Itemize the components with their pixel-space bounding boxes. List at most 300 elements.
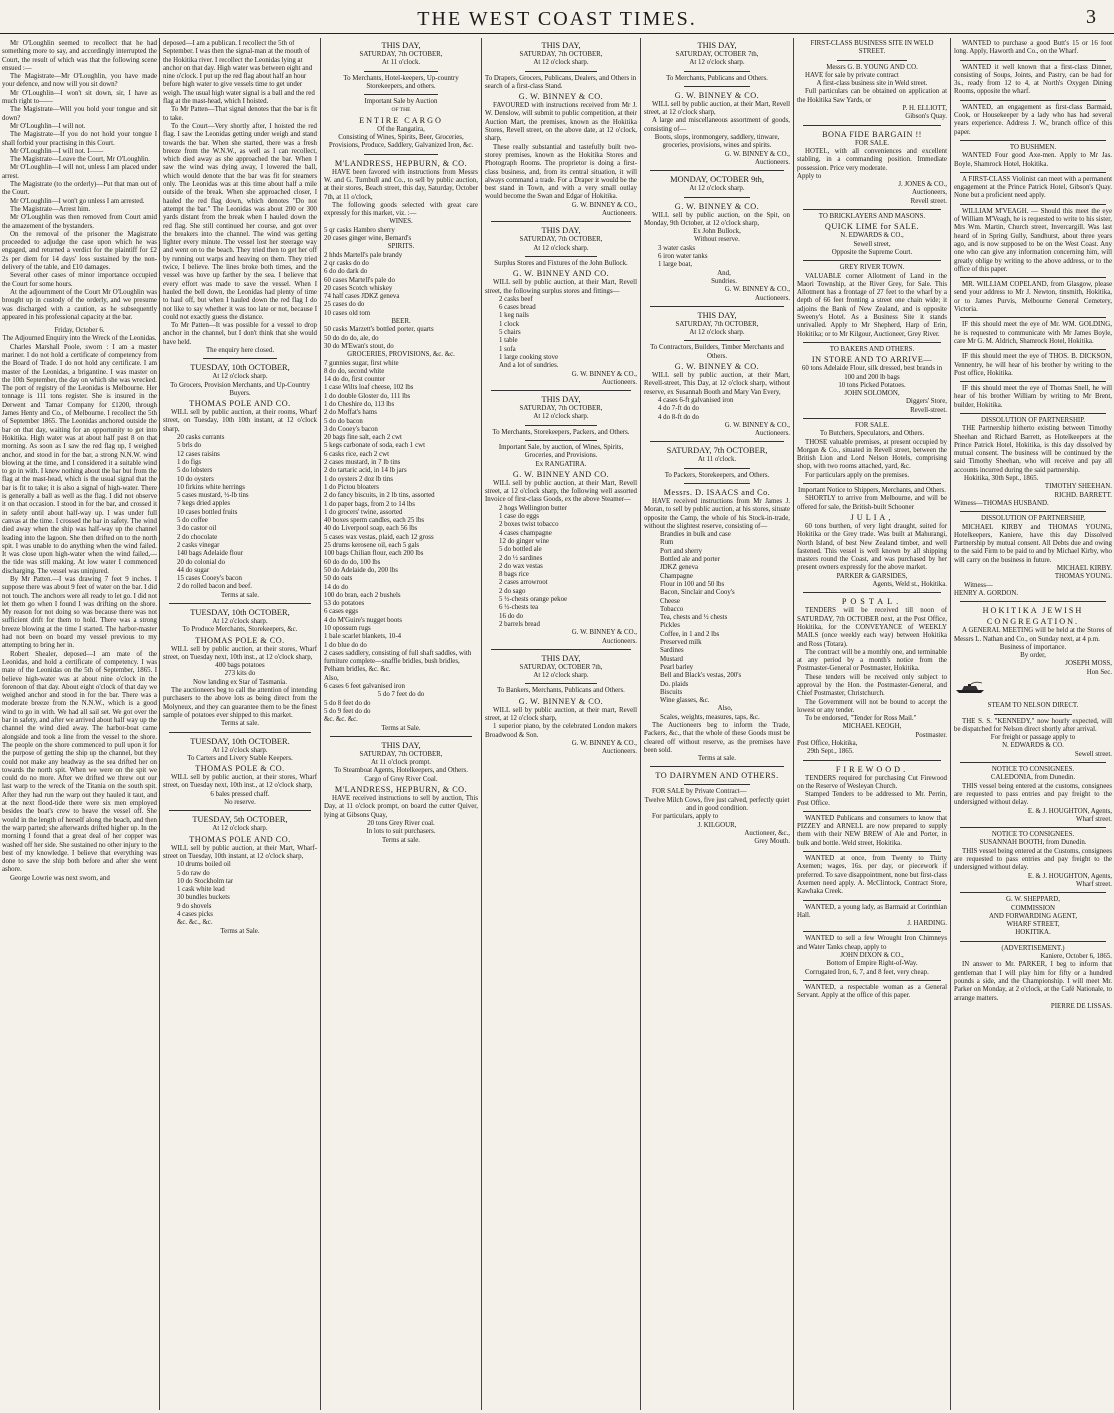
advert-body: The following goods selected with great care expressly for this market, viz. :— [324, 201, 478, 218]
advert-item: 1 keg nails [499, 312, 529, 320]
advert-body: THIS vessel being entered at the customs, consignees are requested to pass entries and pay freight to the undersigned without delay. [954, 782, 1112, 807]
advert-date: TUESDAY, 5th OCTOBER, [192, 815, 288, 825]
advert-signature: JOSEPH MOSS, [1065, 660, 1112, 668]
advert-item-list [644, 245, 790, 286]
advert-signature-role: Witness— [964, 581, 993, 589]
advert-item: 6 ½-chests tea [499, 604, 539, 612]
advert-terms: Terms at sale. [221, 591, 259, 599]
advert-body: IF this should meet the eye of Thomas Snell, he will hear of his brother William by writing to Mr Brent, builder, Hokitika. [954, 385, 1112, 409]
advert-body: THE Partnership hitherto existing between Timothy Sheehan and Richard Barrett, as Hotelkeepers at the Prince Patrick Hotel, Hokitika, is this day dissolved by mutual consent. The business will be continued by the said Timothy Sheehan, who will receive and pay all accounts incurred during the said partnership. [954, 425, 1112, 474]
advert-body: Business of importance. [999, 643, 1067, 651]
advert-firm: G. W. BINNEY AND CO. [512, 469, 610, 479]
advert-body: The contract will be a monthly one, and terminable at any period by a month's notice from the Postmaster-General or Postmaster, Hokitika. [797, 648, 947, 673]
advert-signature: N. EDWARDS & CO. [1002, 742, 1064, 750]
advert-date-line: SATURDAY, OCTOBER 7th, [675, 51, 759, 58]
article-paragraph: deposed—I am a publican. I recollect the 5th of September. I was then the signal-man at the mouth of the Hokitika river. I recollect the Leonidas lying at anchor on that day. High water was between eight and nine o'clock. I put up the red flag about half an hour before high water to give vessels time to get under weigh. The usual high water signal is a ball and the red flag at the mast-head, which I hoisted. [163, 40, 315, 106]
advert-signature: G. W. BINNEY & CO., [724, 421, 790, 429]
advert-signature-role: Diggers' Store, [905, 398, 947, 406]
advert-body: WANTED it well known that a first-class Dinner, consisting of Soups, Joints, and Pastry, can be had for 3s., ready from 12 to 4, at North's Oxygen Dining Rooms, opposite the wharf. [954, 63, 1112, 96]
advert-item: 10 firkins white herrings [177, 483, 245, 491]
advert-time: At 12 o'clock sharp. [212, 618, 268, 625]
advert-firm: THOMAS POLE AND CO. [189, 834, 291, 844]
advert-signature-role: HENRY A. GORDON. [954, 589, 1019, 597]
advert-body: A large and miscellaneous assortment of goods, consisting of— [644, 117, 790, 133]
advert-item: 10 cases bottled fruits [177, 508, 238, 516]
advert-heading: Important Notice to Shippers, Merchants, and Others. [798, 487, 946, 495]
advert-item: 53 do potatoes [324, 600, 365, 608]
advert-signature: THOMAS YOUNG. [1054, 573, 1112, 581]
advert-item: 30 do M'Ewan's stout, do [324, 342, 394, 350]
advert-item: 273 kits do [224, 670, 256, 678]
advert-item: 6 casks rice, each 2 cwt [324, 450, 390, 458]
advert-signature-role: Postmaster. [915, 731, 947, 739]
column-3 [324, 40, 478, 1410]
auction-advert [485, 653, 637, 757]
advert-body: A GENERAL MEETING will be held at the Stores of Messrs L. Nathan and Co., on Sunday next, at 4 p.m. [954, 627, 1112, 643]
page-number: 3 [1086, 6, 1096, 28]
advert-item: Coffee, in 1 and 2 lbs [660, 630, 720, 638]
advert-item: 6 cases 6 feet galvanised iron [324, 683, 405, 691]
article-paragraph: To Mr Patten—It was possible for a vessel to drop anchor in the channel, but I don't think that she would have held. [163, 322, 317, 346]
advert-body: WILL sell by public auction, at their Mart, Wharf-street on Tuesday, 10th instant, at 12 o'clock sharp, [163, 844, 317, 860]
advert-item: 74 half cases JDKZ geneva [324, 293, 400, 301]
advert-body: WANTED, an engagement as first-class Barmaid, Cook, or Housekeeper by a lady who has had several years experience. Address J. W., branch office of this paper. [954, 103, 1112, 136]
advert-body: TENDERS will be received till noon of SATURDAY, 7th OCTOBER next, at the Post Office, Hokitika, for the CONVEYANCE of WEEKLY MAILS (once weekly each way) between Hokitika and Ross (Totara). [797, 607, 947, 648]
article-paragraph: To the Court—Very shortly after, I hoisted the red flag. I saw the Leonidas getting under weigh and stand towards the bar. When she started, there was a fresh breeze from the W.N.W., as well as I can recollect, which died away as she approached the bar. When I saw the wind was dying away, I lowered the ball, which would denote that the bar was fit for steamers only. The Leonidas was at this time about half a mile outside of the break. When she approached closer, I hauled the red flag down, which denotes "Do not attempt the bar." The Leonidas was about 200 or 300 yards distant from the break when I hauled down the red flag. She still continued her course, and got over the breakers into the channel. The wind was getting lighter every minute. The vessel lost her steerage way and went on to the beach. They tried then to get her off by running out warps and heaving on them. They tried twice, I believe. The lines broke both times, and the vessel was hove up farther by the sea. I believe that every effort was made to save the vessel. When I hauled the bell down, the Leonidas had plenty of time to haul off, but when I hauled down the red flag I do not like to say whether it was too late or not, because I could not exactly guess the distance. [163, 122, 317, 321]
advert-item: 5 brls do [177, 442, 202, 450]
advert-body: For freight or passage apply to [990, 734, 1076, 742]
category-heading: BEER. [391, 318, 411, 326]
advert-body: These tenders will be received only subject to approval by the Hon. the Postmaster-General, and Chief Postmaster, Christchurch. [797, 673, 947, 698]
advert-subheading: COMMISSION [1010, 904, 1056, 912]
auction-advert [163, 814, 317, 936]
advert-item: Pearl barley [660, 663, 694, 671]
advert-signature-role: Revell-street. [910, 406, 947, 414]
advert-firm: G. W. BINNEY & CO. [518, 696, 604, 706]
advert-item: 2 boxes twist tobacco [499, 521, 559, 529]
advert-item: 1 table [499, 337, 518, 345]
auction-advert [644, 40, 790, 167]
advert-item: 1 do paper bags, from 2 to 14 lbs [324, 500, 415, 508]
advert-heading: STEAM TO NELSON DIRECT. [987, 702, 1079, 710]
advert-item: 5 do bottled ale [499, 546, 542, 554]
advert-item-list [485, 296, 637, 371]
advert-item: 1 case Wilts loaf cheese, 102 lbs [324, 384, 414, 392]
advert-signature-role: Witness—THOMAS HUSBAND. [954, 499, 1049, 507]
column-rule [950, 38, 951, 1410]
advert-body: MICHAEL KIRBY and THOMAS YOUNG, Hotelkeepers, Kaniere, have this day Dissolved Partnership by mutual consent. All Debts due and owing to the said Firm to be paid to and by Michael Kirby, who will carry on the business in future. [954, 523, 1112, 564]
advert-body: The Auctioneers beg to inform the Trade, Packers, &c., that the whole of these Goods must be cleared off without reserve, as the premises have been sold. [644, 722, 790, 754]
advert-signature-role: Grey Mouth. [754, 838, 790, 846]
advert-item: 2 cases mustard, in 7 lb tins [324, 459, 401, 467]
advert-item-list [324, 360, 478, 725]
article-paragraph: Mr O'Loughlin—I won't go unless I am arrested. [10, 197, 145, 205]
advert-item: 1 do double Gloster do, 111 lbs [324, 392, 411, 400]
advert-body: 10 tons Picked Potatoes. [838, 381, 906, 389]
advert-item: 1 do figs [177, 458, 202, 466]
advert-item: 6 do do dark do [324, 268, 368, 276]
advert-signature: G. W. BINNEY & CO., [571, 370, 637, 378]
advert-body: WANTED to purchase a good Butt's 15 or 16 foot long. Apply, Haworth and Co., on the Wharf. [954, 40, 1112, 56]
advert-item: Brandies in bulk and case [660, 531, 731, 539]
advert-item: 9 do shovels [177, 902, 212, 910]
advert-item: 2 do tartaric acid, in 14 lb jars [324, 467, 407, 475]
advert-item: 1 case do eggs [499, 513, 539, 521]
advert-item: 1 large cooking stove [499, 353, 559, 361]
advert-body: Stamped Tenders to be addressed to Mr. Perrin, Post Office. [797, 791, 947, 807]
advert-firm: Messrs. D. ISAACS and Co. [663, 487, 771, 497]
advert-audience: To Packers, Storekeepers, and Others. [664, 471, 770, 479]
article-paragraph: The enquiry here closed. [205, 346, 275, 354]
advert-time: At 12 o'clock sharp. [212, 373, 268, 381]
article-paragraph: Mr O'Loughlin was then removed from Court amid the amazement of the bystanders. [2, 214, 157, 230]
advert-item: 100 bags Chilian flour, each 200 lbs [324, 550, 424, 558]
advert-date-line: SATURDAY, 7th OCTOBER, [519, 51, 603, 58]
advert-item: 5 do do bacon [324, 417, 363, 425]
advert-subheading: WHARF STREET, [1006, 921, 1060, 929]
advert-audience: To Grocers, Provision Merchants, and Up-Country Buyers. [170, 381, 310, 397]
advert-date-line: SATURDAY, 7th OCTOBER, [675, 320, 759, 328]
advert-heading: TO DAIRYMEN AND OTHERS. [655, 771, 779, 781]
advert-signature: J. KILGOUR, [697, 821, 737, 829]
advert-item: 2 do Moffat's hams [324, 409, 377, 417]
advert-signature-role: 29th Sept., 1865. [807, 748, 854, 756]
advert-item: Tobacco [660, 605, 684, 613]
advert-item: &c. &c., &c. [177, 919, 213, 927]
advert-date: TUESDAY, 10th OCTOBER, [190, 363, 290, 373]
advert-item: 8 bags rice [499, 571, 529, 579]
advert-item: 1 do Cheshire do, 113 lbs [324, 400, 395, 408]
advert-item: 5 qr casks Hambro sherry [324, 226, 395, 234]
advert-item: 50 do do do, ale, do [324, 334, 379, 342]
advert-signature: E. & J. HOUGHTON, Agents, [1027, 872, 1112, 880]
advert-item: 7 kegs dried apples [177, 500, 231, 508]
advert-signature: G. W. BINNEY & CO., [724, 286, 790, 294]
article-paragraph: Mr O'Loughlin—I will not. [10, 122, 86, 130]
advert-heading: TO BAKERS AND OTHERS. [829, 345, 915, 353]
advert-signature: PARKER & GARSIDES, [836, 572, 908, 580]
advert-date: THIS DAY, [541, 653, 581, 663]
article-paragraph: Several other cases of minor importance occupied the Court for some hours. [2, 272, 157, 288]
advert-body: 1 superior piano, by the celebrated London makers Broadwood & Son. [485, 723, 637, 739]
advert-date: THIS DAY, [541, 226, 581, 236]
category-heading: WINES. [389, 218, 413, 226]
advert-item-list [644, 531, 790, 722]
auction-advert [163, 607, 317, 729]
newspaper-title: THE WEST COAST TIMES. [417, 8, 697, 30]
advert-item: 5 do 9 feet do do [324, 707, 371, 715]
advert-item: 4 cases champagne [499, 529, 552, 537]
auction-advert [644, 310, 790, 439]
advert-signature: JOHN SOLOMON, [844, 390, 900, 398]
advert-signature: TIMOTHY SHEEHAN. [1044, 483, 1112, 491]
article-paragraph: Mr O'Loughlin seemed to recollect that he had something more to say, and accordingly interrupted the Court, the result of which was that the following scene ensued :— [2, 40, 157, 72]
advert-item: 2 casks beef [499, 295, 533, 303]
advert-signature: MICHAEL KEOGH, [842, 723, 902, 731]
advert-subheading: FOR SALE. [854, 139, 890, 147]
advert-signature-role: Auctioneers. [601, 748, 637, 756]
advert-item: 2 cases arrowroot [499, 579, 548, 587]
advert-signature-role: Opposite the Supreme Court. [831, 248, 913, 256]
advert-signature-role: Post Office, Hokitika, [797, 740, 858, 748]
advert-time: At 12 o'clock sharp. [212, 825, 268, 833]
masthead [0, 0, 1114, 34]
advert-time: At 12 o'clock sharp. [533, 413, 589, 421]
advert-item: &c. &c. &c. [324, 716, 358, 724]
advert-heading: FOR SALE. [854, 421, 890, 429]
advert-item: 40 do Liverpool soap, each 56 lbs [324, 525, 418, 533]
column-1-court-report [2, 40, 157, 1410]
advert-heading: GREY RIVER TOWN. [839, 264, 905, 272]
advert-body: THE S. S. "KENNEDY," now hourly expected, will be dispatched for Nelson direct shortly after arrival. [954, 717, 1112, 733]
advert-item: Preserved milk [660, 639, 702, 647]
advert-item: Bottled ale and porter [660, 556, 720, 564]
advert-item: 2 barrels bread [499, 620, 540, 628]
advert-firm: G. W. BINNEY & CO. [674, 90, 760, 100]
advert-body: WILL sell by public auction, at their Mart, Revell street, at 12 o'clock sharp, [644, 100, 790, 117]
advert-item: And, [717, 269, 731, 277]
advert-item: JDKZ geneva [660, 564, 699, 572]
advert-body: FOR SALE by Private Contract— [652, 788, 747, 796]
advert-body: The auctioneers beg to call the attention of intending purchasers to the above lots as being direct from the Molyneux, and they can guarantee them to be the finest sample of potatoes ever shipped to this market. [163, 687, 317, 719]
advert-item: Bacon, Sinclair and Cooy's [660, 589, 735, 597]
advert-body: WILLIAM M'VEAGH. — Should this meet the eye of William M'Veagh, he is requested to write to his sister, Mrs Wm. Martin, Church street, Invercargill. Was last heard of in Spring Gully, Sandhurst, about three years ago, and is now supposed to be on the West Coast. Any one who can give any information concerning him, will greatly oblige by writing to the above address, or to the office of this paper. [954, 207, 1112, 273]
advert-terms: Terms at sale. [382, 836, 420, 844]
advert-item: 3 do castor oil [177, 525, 217, 533]
advert-firm: G. W. BINNEY & CO. [518, 92, 604, 102]
advert-subheading: Cargo of Grey River Coal. [364, 775, 438, 783]
advert-date-line: SATURDAY, 7th OCTOBER, [359, 750, 443, 758]
advert-signature: E. & J. HOUGHTON, Agents, [1027, 807, 1112, 815]
advert-item: Rum [660, 539, 674, 547]
advert-item: 2 hogs Wellington butter [499, 504, 568, 512]
advert-heading: HOKITIKA JEWISH CONGREGATION. [982, 606, 1084, 627]
advert-body: HOTEL, with all conveniences and excellent stabling, in a commanding position. Immediate possession. Price very moderate. [797, 147, 947, 172]
advert-item: 10 drums boiled oil [177, 861, 231, 869]
advert-item: 3 do Cooey's bacon [324, 425, 378, 433]
advert-audience: To Merchants, Hotel-keepers, Up-country Storekeepers, and others. [343, 74, 459, 90]
advert-item: Also, [324, 674, 339, 682]
advert-body: WILL sell by public auction, at their Mart, Revell street, the following surplus stores and fittings— [485, 279, 637, 295]
advert-item: Also, [717, 705, 733, 713]
advert-item: 4 do M'Guire's nugget boots [324, 616, 402, 624]
advert-heading: TO BRICKLAYERS AND MASONS. [818, 213, 926, 221]
advert-item: 5 do lobsters [177, 467, 213, 475]
advert-body: WANTED, a young lady, as Barmaid at Corinthian Hall. [797, 903, 947, 919]
advert-item: 44 do sugar [177, 566, 210, 574]
advert-signature: N. EDWARDS & CO., [840, 232, 904, 240]
advert-item: 60 do do do, 100 lbs [324, 558, 381, 566]
advert-item-list [324, 252, 478, 318]
advert-subheading: Important Sale, by auction, of Wines, Spirits, Groceries, and Provisions. [498, 443, 624, 460]
advert-heading: TO BUSHMEN. [1009, 143, 1057, 151]
advert-subheading: To Butchers, Speculators, and Others. [819, 430, 925, 438]
advert-audience: To Merchants, Publicans and Others. [666, 74, 768, 82]
advert-item: 1 do grocers' twine, assorted [324, 508, 403, 516]
advert-signature: PIERRE DE LISSAS. [1050, 1002, 1112, 1010]
advert-item: 140 bags Adelaide flour [177, 550, 244, 558]
advert-audience: To Drapers, Grocers, Publicans, Dealers, and Others in search of a first-class Stand. [485, 74, 637, 90]
advert-subheading: IN STORE AND TO ARRIVE— [811, 355, 933, 365]
advert-time: At 12 o'clock sharp. [689, 329, 745, 337]
advert-item: 10 do Stockholm tar [177, 877, 234, 885]
advert-item: Tea, chests and ½ chests [660, 614, 728, 622]
advert-subheading: Without reserve. [694, 236, 740, 244]
advert-firm: M'LANDRESS, HEPBURN, & CO. [334, 158, 468, 168]
advert-item: 1 clock [499, 320, 520, 328]
advert-signature-role: Revell street. [910, 197, 947, 205]
advert-signature-role: Agents, Weld st., Hokitika. [872, 581, 947, 589]
auction-advert [644, 174, 790, 303]
advert-item: Sardines [660, 647, 684, 655]
advert-body: For particulars, apply to [652, 813, 719, 821]
advert-item: Cheese [660, 597, 680, 605]
advert-item: 2 do rolled bacon and beef. [177, 583, 253, 591]
advert-item: 20 cases Scotch whiskey [324, 284, 393, 292]
steamship-icon [954, 681, 988, 695]
advert-item: 5 chairs [499, 329, 521, 337]
advert-body: IF this should meet the eye of Mr. WM. GOLDING, he is requested to communicate with Mr James Boyle, care Mr G. M. Aldrich, Shamrock Hotel, Hokitika. [954, 321, 1112, 345]
advert-item: Flour in 100 and 50 lbs [660, 580, 725, 588]
advert-item: 6 bales pressed chaff. [210, 790, 270, 798]
advert-signature-role: Sewell street. [1074, 750, 1112, 758]
advert-item: 16 do do [499, 612, 524, 620]
advert-body: WILL sell by public auction, at their stores, Wharf street, on Tuesday next, 10th inst., at 12 o'clock sharp, [163, 774, 317, 790]
advert-item: 25 cases do do [324, 301, 365, 309]
advert-heading: POSTAL. [841, 597, 903, 607]
advert-body: HAVE for sale by private contract [805, 71, 899, 79]
advert-firm: M'LANDRESS, HEPBURN, & CO. [334, 785, 468, 795]
advert-date: SATURDAY, 7th OCTOBER, [666, 446, 768, 456]
advert-heading: BONA FIDE BARGAIN !! [822, 129, 922, 139]
advert-body: WILL sell by public auction, at their mart, Revell street, at 12 o'clock sharp, [485, 706, 637, 722]
advert-body: WILL sell by public auction, at their rooms, Wharf street, on Tuesday, 10th 10th instant, at 12 o'clock sharp, [163, 409, 317, 433]
advert-date: THIS DAY, [381, 740, 421, 750]
article-paragraph: Mr O'Loughlin—I will not, unless I am placed under arrest. [2, 164, 157, 180]
column-rule [640, 38, 641, 1410]
article-paragraph: The Magistrate—Leave the Court, Mr O'Loughlin. [10, 156, 150, 164]
advert-item: Scales, weights, measures, taps, &c. [660, 713, 760, 721]
advert-item: 40 boxes sperm candles, each 25 lbs [324, 517, 425, 525]
column-rule [320, 38, 321, 1410]
advert-item: 5 ½-chests orange pekoe [499, 596, 568, 604]
column-4 [485, 40, 637, 1410]
advert-body: WILL sell by public auction, at their stores, Wharf street, on Tuesday next, 10th inst., at 12 o'clock sharp, [163, 645, 317, 661]
advert-firm: THOMAS POLE & CO. [195, 635, 285, 645]
advert-item: 60 cases Martell's pale do [324, 276, 395, 284]
article-paragraph: George Lowrie was next sworn, and [10, 874, 110, 882]
advert-item: Bell and Black's vestas, 200's [660, 672, 742, 680]
advert-heading: G. W. SHEPPARD, [1006, 896, 1060, 904]
advert-date-line: SATURDAY, 7th OCTOBER, [519, 236, 603, 244]
advert-item: 1 sofa [499, 345, 516, 353]
advert-audience: To Bankers, Merchants, Publicans and Others. [497, 687, 625, 695]
advert-item: 2 qr casks do do [324, 259, 369, 267]
advert-firm: G. W. BINNEY AND CO. [512, 269, 610, 279]
advert-heading: FIRST-CLASS BUSINESS SITE IN WELD STREET. [810, 40, 934, 56]
advert-firm: G. W. BINNEY & CO. [674, 362, 760, 372]
advert-item: 2 do sago [499, 587, 526, 595]
advert-item: 5 do raw do [177, 869, 210, 877]
advert-body: Hokitika, 30th Sept., 1865. [964, 475, 1039, 483]
advert-body: MR. WILLIAM COPELAND, from Glasgow, please send your address to Mr J. Newton, tinsmith, Hokitika, or to James Purvis, Melbourne General Cemetery, Victoria. [954, 281, 1112, 314]
advert-subheading: Important Sale by Auction [364, 98, 438, 106]
advert-firm: Messrs G. B. YOUNG AND CO. [826, 63, 918, 71]
advert-item: 6 iron water tanks [658, 253, 708, 261]
advert-body: WANTED at once, from Twenty to Thirty Axemen; wages, 16s. per day, or piecework if preferred. To save disappointment, none but first-class Axemen need apply. A. McClintock, Contract Store, Kawhaka Creek. [797, 855, 947, 896]
advert-item-list [644, 397, 790, 422]
advert-time: At 11 o'clock. [381, 59, 421, 67]
auction-advert [485, 394, 637, 646]
advert-item: 4 do 8-ft do do [658, 413, 699, 421]
advert-item: 10 do oysters [177, 475, 214, 483]
advert-item: 50 do Adelaide do, 200 lbs [324, 566, 398, 574]
advert-signature-role: Wharf street. [1076, 880, 1112, 888]
advert-body: WANTED Publicans and consumers to know that PIZZEY and ARNELL are now prepared to supply them with their NEW BREW of Ale and Porter, in bulk and bottle. Weld street, Hokitika. [797, 814, 947, 847]
advert-item: 1 bale scarlet blankets, 10-4 [324, 633, 402, 641]
article-paragraph: Mr O'Loughlin—I won't sit down, sir, I have as much right to—— [2, 89, 157, 106]
advert-body: TENDERS required for purchasing Cut Firewood on the Reserve of Wesleyan Church. [797, 774, 947, 790]
advert-item-list [485, 505, 637, 629]
advert-item: 1 do oysters 2 doz lb tins [324, 475, 393, 483]
advert-time: At 12 o'clock sharp. [689, 59, 745, 67]
advert-note: In lots to suit purchasers. [366, 828, 436, 836]
advert-item: 2 do chocolate [177, 533, 218, 541]
advert-date-line: SATURDAY, 7th OCTOBER, [519, 405, 603, 413]
advert-subheading: AND FORWARDING AGENT, [988, 912, 1078, 920]
column-5 [644, 40, 790, 1410]
advert-item: 14 do do, first counter [324, 376, 386, 384]
advert-item: Pickles [660, 622, 680, 630]
advert-item: 5 cases mustard, ½-lb tins [177, 492, 249, 500]
advert-body: WILL sell by public auction, at their Mart, Revell-street, This Day, at 12 o'clock sharp, without reserve, ex Susannah Booth and Mary Van Every, [644, 372, 790, 396]
advert-heading: ENTIRE CARGO [359, 115, 443, 125]
column-6 [797, 40, 947, 1410]
advert-signature-role: Wharf street. [1076, 815, 1112, 823]
advert-item: 400 bags potatoes [215, 662, 265, 670]
advert-body: The Government will not be bound to accept the lowest or any tender. [797, 698, 947, 714]
advert-item: 10 opossum rugs [324, 625, 371, 632]
advert-date: TUESDAY, 10th OCTOBER. [190, 736, 290, 746]
advert-body: Twelve Milch Cows, five just calved, perfectly quiet and in good condition. [644, 796, 790, 813]
advert-subheading: Consisting of Wines, Spirits, Beer, Groceries, Provisions, Produce, Saddlery, Galvanized Iron, &c. [328, 134, 474, 150]
advert-heading: NOTICE TO CONSIGNEES. [991, 766, 1075, 774]
advert-audience: To Contractors, Builders, Timber Merchants and Others. [650, 344, 784, 360]
advert-body: 60 tons Adelaide Flour, silk dressed, best brands in 100 and 200 lb bags [801, 365, 943, 381]
advert-body: HAVE received instructions to sell by auction, This Day, at 11 o'clock prompt, on board the cutter Quiver, lying at Gibsons Quay, [324, 795, 478, 819]
auction-advert [163, 362, 317, 600]
advert-item: 2 do wax vestas [499, 562, 543, 570]
advert-item: Champagne [660, 572, 693, 580]
article-paragraph: The Magistrate—If you do not hold your tongue I shall forbid your practising in this Court. [2, 131, 157, 147]
advert-body: Boots, slops, ironmongery, saddlery, tinware, groceries, provisions, wines and spirits. [654, 134, 780, 150]
article-paragraph: Mr O'Loughlin—I will not. I—— [10, 147, 104, 155]
advert-body: WANTED to sell a few Wrought Iron Chimneys and Water Tanks cheap, apply to [797, 935, 947, 951]
advert-body: By order, [1020, 652, 1046, 660]
advert-signature: J. HARDING. [907, 920, 947, 928]
advert-time: At 11 o'clock. [697, 456, 737, 464]
advert-note: Now landing ex Star of Tasmania. [193, 678, 287, 686]
advert-date: THIS DAY, [541, 41, 581, 50]
article-paragraph: By Mr Patten.—I was drawing 7 feet 9 inches. I suppose there was about 9 feet of water on the bar. I did not touch. The anchors were all ready to let go. I did not let them go when I found I was drifting on the shore. My reason for not doing so was because there was not sufficient drift for them to hold. There was a strong breeze blowing at the time I started. The harbor-master had not been on board my vessel previous to my attempting to bring her in. [2, 576, 157, 650]
advert-signature-role: Auctioneers. [601, 378, 637, 386]
advert-body: IN answer to Mr. PARKER, I beg to inform that gentleman that I will play him for fifty or a hundred pounds a side, and the Championship. I will meet Mr. Parker on Monday, at 2 o'clock, at the Café Nationale, to arrange matters. [954, 961, 1112, 1002]
advert-signature: J. JONES & CO., [898, 181, 947, 189]
article-paragraph: The Magistrate—Mr O'Loughlin, you have made your defence, and now will you sit down? [2, 73, 157, 89]
advert-item: 2 do ½ sardines [499, 554, 543, 562]
advert-time: At 12 o'clock sharp. [533, 59, 589, 67]
advert-signature-role: Sewell street, [853, 240, 891, 248]
